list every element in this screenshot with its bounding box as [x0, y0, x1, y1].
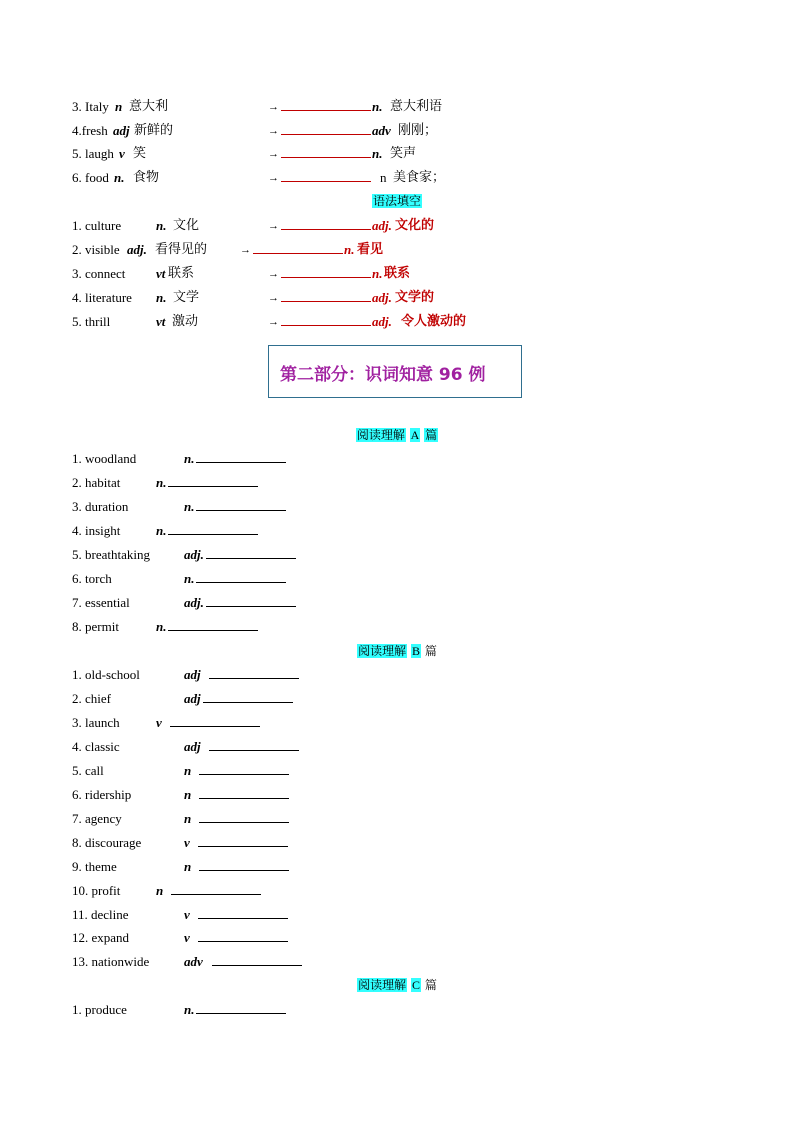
meaning: 笑 [133, 146, 147, 161]
answer-blank[interactable] [281, 144, 371, 158]
answer-blank[interactable] [196, 497, 286, 511]
arrow-icon: → [268, 101, 279, 113]
part-of-speech: vt [156, 314, 166, 329]
answer-blank[interactable] [281, 264, 371, 278]
arrow-icon: → [268, 172, 279, 184]
answer-blank[interactable] [199, 785, 289, 799]
word: 7. essential [72, 595, 130, 610]
target-pos: n. [344, 242, 355, 257]
part-of-speech: n [184, 763, 192, 778]
word: 7. agency [72, 811, 122, 826]
word: 5. call [72, 763, 104, 778]
target-meaning: 美食家； [393, 170, 446, 185]
target-meaning: 看见 [357, 242, 384, 257]
part-of-speech: adj. [184, 595, 204, 610]
answer-blank[interactable] [281, 216, 371, 230]
meaning: 食物 [133, 170, 160, 185]
answer-blank[interactable] [253, 240, 343, 254]
word: 13. nationwide [72, 954, 150, 969]
target-pos: adj. [372, 314, 392, 329]
target-meaning: 文化的 [395, 218, 435, 233]
part-of-speech: n. [156, 290, 167, 305]
answer-blank[interactable] [203, 689, 293, 703]
part-of-speech: v [184, 835, 190, 850]
meaning: 文学 [173, 290, 200, 305]
word: 8. permit [72, 619, 119, 634]
section-a-heading: 阅读理解 A 篇 [356, 428, 438, 442]
word: 6. ridership [72, 787, 132, 802]
target-pos: n. [372, 146, 383, 161]
section-c-heading: 阅读理解 C 篇 [358, 978, 437, 992]
answer-blank[interactable] [281, 312, 371, 326]
meaning: 文化 [173, 218, 200, 233]
meaning: 意大利 [129, 99, 169, 114]
word: 5. breathtaking [72, 547, 150, 562]
word: 5. laugh [72, 146, 114, 161]
part-of-speech: n [156, 883, 164, 898]
word: 11. decline [72, 907, 129, 922]
part-of-speech: n. [156, 619, 167, 634]
target-meaning: 笑声 [390, 146, 417, 161]
arrow-icon: → [268, 316, 279, 328]
answer-blank[interactable] [198, 928, 288, 942]
word: 6. torch [72, 571, 112, 586]
answer-blank[interactable] [281, 168, 371, 182]
target-pos: n [380, 170, 387, 185]
word: 1. culture [72, 218, 122, 233]
target-pos: adj. [372, 218, 392, 233]
answer-blank[interactable] [198, 833, 288, 847]
word: 6. food [72, 170, 109, 185]
word: 1. woodland [72, 451, 137, 466]
word: 3. launch [72, 715, 120, 730]
part-of-speech: n [184, 859, 192, 874]
answer-blank[interactable] [170, 713, 260, 727]
part-of-speech: n. [156, 218, 167, 233]
word: 9. theme [72, 859, 117, 874]
target-meaning: 意大利语 [390, 99, 443, 114]
answer-blank[interactable] [281, 97, 371, 111]
target-pos: n. [372, 266, 383, 281]
part-of-speech: adj [184, 667, 201, 682]
part2-title-box [268, 345, 522, 398]
part-of-speech: adj [113, 123, 130, 138]
word: 2. visible [72, 242, 120, 257]
grammar-heading: 语法填空 [372, 194, 421, 208]
answer-blank[interactable] [196, 449, 286, 463]
part-of-speech: n [184, 811, 192, 826]
part-of-speech: adj. [184, 547, 204, 562]
answer-blank[interactable] [168, 617, 258, 631]
word: 3. duration [72, 499, 129, 514]
answer-blank[interactable] [198, 905, 288, 919]
word: 4.fresh [72, 123, 108, 138]
answer-blank[interactable] [171, 881, 261, 895]
answer-blank[interactable] [206, 593, 296, 607]
arrow-icon: → [240, 244, 251, 256]
meaning: 新鲜的 [134, 123, 174, 138]
target-meaning: 联系 [384, 266, 411, 281]
part-of-speech: adj [184, 739, 201, 754]
part-of-speech: adv [184, 954, 203, 969]
answer-blank[interactable] [168, 473, 258, 487]
arrow-icon: → [268, 125, 279, 137]
answer-blank[interactable] [206, 545, 296, 559]
part-of-speech: vt [156, 266, 166, 281]
arrow-icon: → [268, 268, 279, 280]
part-of-speech: n [184, 787, 192, 802]
word: 2. habitat [72, 475, 121, 490]
target-meaning: 刚刚； [398, 123, 438, 138]
part-of-speech: n. [184, 571, 195, 586]
word: 12. expand [72, 930, 130, 945]
answer-blank[interactable] [199, 761, 289, 775]
part-of-speech: adj [184, 691, 201, 706]
part-of-speech: v [119, 146, 125, 161]
part-of-speech: n. [184, 451, 195, 466]
arrow-icon: → [268, 292, 279, 304]
meaning: 激动 [172, 314, 199, 329]
part-of-speech: n [115, 99, 123, 114]
part-of-speech: n. [156, 523, 167, 538]
word: 5. thrill [72, 314, 111, 329]
word: 3. connect [72, 266, 126, 281]
answer-blank[interactable] [209, 665, 299, 679]
part-of-speech: v [184, 907, 190, 922]
answer-blank[interactable] [199, 809, 289, 823]
part-of-speech: n. [156, 475, 167, 490]
part2-title: 第二部分：识词知意 96 例 [280, 365, 486, 385]
answer-blank[interactable] [212, 952, 302, 966]
word: 4. classic [72, 739, 120, 754]
part-of-speech: n. [184, 1002, 195, 1017]
target-pos: adj. [372, 290, 392, 305]
part-of-speech: adj. [127, 242, 147, 257]
answer-blank[interactable] [281, 121, 371, 135]
meaning: 看得见的 [155, 242, 208, 257]
part-of-speech: v [156, 715, 162, 730]
answer-blank[interactable] [168, 521, 258, 535]
arrow-icon: → [268, 148, 279, 160]
answer-blank[interactable] [209, 737, 299, 751]
part-of-speech: n. [184, 499, 195, 514]
answer-blank[interactable] [199, 857, 289, 871]
target-meaning: 文学的 [395, 290, 435, 305]
target-meaning: 令人激动的 [401, 314, 467, 329]
word: 1. old-school [72, 667, 140, 682]
word: 8. discourage [72, 835, 142, 850]
answer-blank[interactable] [281, 288, 371, 302]
target-pos: adv [372, 123, 391, 138]
word: 2. chief [72, 691, 111, 706]
target-pos: n. [372, 99, 383, 114]
part-of-speech: v [184, 930, 190, 945]
answer-blank[interactable] [196, 569, 286, 583]
answer-blank[interactable] [196, 1000, 286, 1014]
word: 3. Italy [72, 99, 109, 114]
word: 10. profit [72, 883, 121, 898]
section-b-heading: 阅读理解 B 篇 [358, 644, 437, 658]
word: 4. literature [72, 290, 132, 305]
part-of-speech: n. [114, 170, 125, 185]
word: 1. produce [72, 1002, 127, 1017]
word: 4. insight [72, 523, 121, 538]
meaning: 联系 [168, 266, 195, 281]
arrow-icon: → [268, 220, 279, 232]
